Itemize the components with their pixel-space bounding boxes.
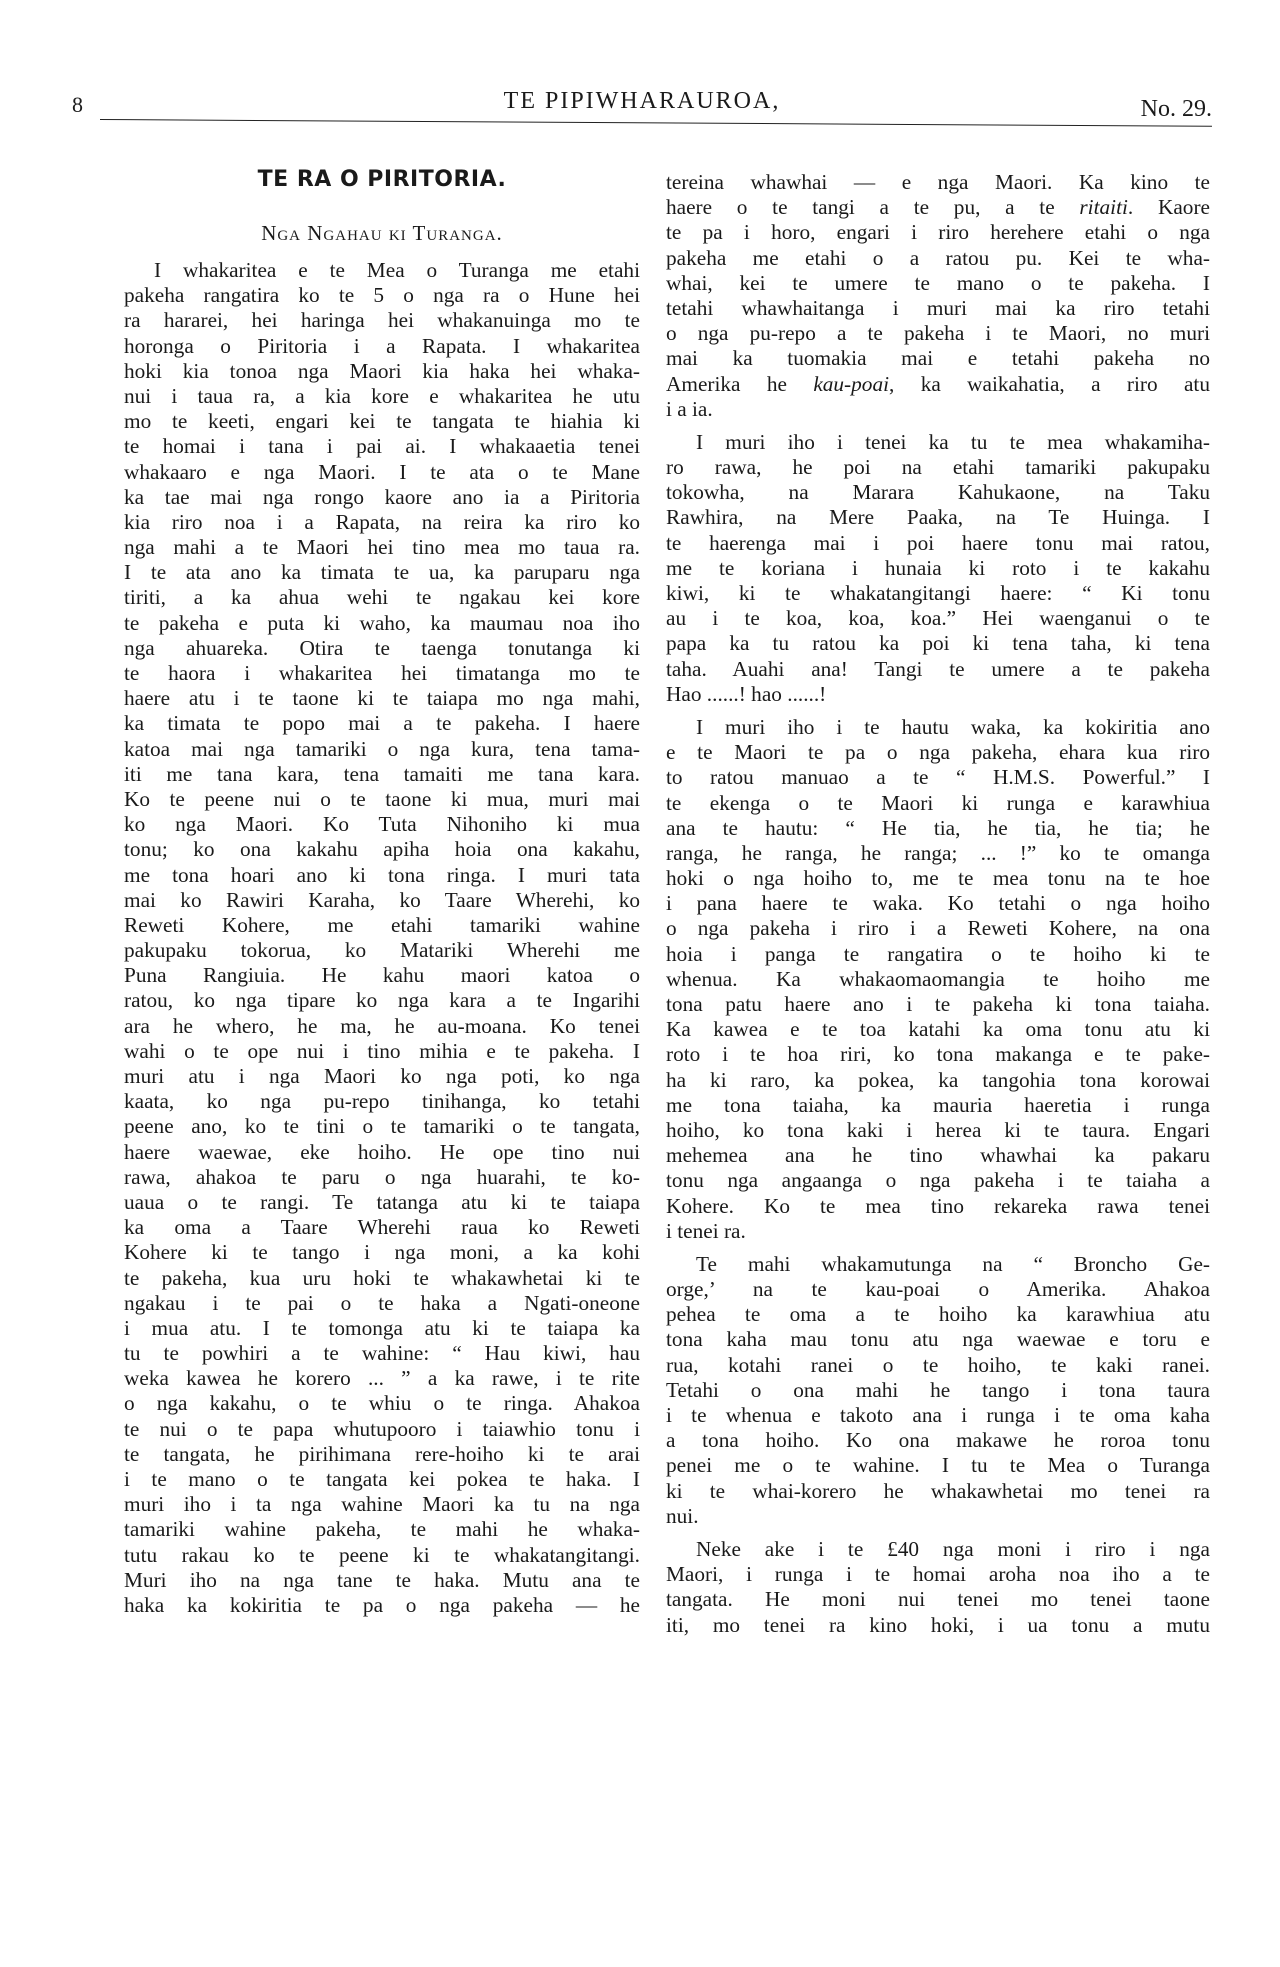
text-line: rua, kotahi ranei o te hoiho, te kaki ranei. (666, 1352, 1210, 1377)
text-line: ana te hautu: “ He tia, he tia, he tia; he (666, 815, 1210, 840)
text-line: horonga o Piritoria i a Rapata. I whakaritea (124, 333, 640, 358)
text-line: Te mahi whakamutunga na “ Broncho Ge- (696, 1251, 1210, 1276)
text-line: i tenei ra. (666, 1218, 746, 1243)
right-column (666, 170, 1210, 1638)
paragraph-3 (666, 715, 1210, 1244)
text-line: pehea te oma a te hoiho ka karawhiua atu (666, 1302, 1210, 1327)
text-line: pakeha me etahi o a ratou pu. Kei te wha- (666, 245, 1210, 270)
text-line: Rawhira, na Mere Paaka, na Te Huinga. I (666, 505, 1210, 530)
text-line: nui i taua ra, a kia kore e whakaritea he utu (124, 383, 640, 408)
text-line: i mua atu. I te tomonga atu ki te taiapa ka (124, 1315, 640, 1340)
text-line: tetahi whawhaitanga i muri mai ka riro tetahi (666, 295, 1210, 320)
text-line: ra hararei, hei haringa hei whakanuinga mo te (124, 308, 640, 333)
text-line: Ka kawea e te toa katahi ka oma tonu atu ki (666, 1017, 1210, 1042)
text-line: nga ahuareka. Otira te taenga tonutanga ki (124, 635, 640, 660)
text-line: te pakeha, kua uru hoki te whakawhetai ki te (124, 1265, 640, 1290)
left-column (124, 166, 640, 1618)
article-subtitle: Nga Ngahau ki Turanga. (261, 221, 503, 245)
text-line: I whakaritea e te Mea o Turanga me etahi (154, 258, 640, 282)
text-line: ki te whai-korero he whakawhetai mo tenei ra (666, 1478, 1210, 1503)
text-line: peene ano, ko te tini o te tamariki o te tangata, (124, 1114, 640, 1139)
text-line: te haerenga mai i poi haere tonu mai ratou, (666, 530, 1210, 555)
text-line: ara he whero, he ma, he au-moana. Ko tenei (124, 1013, 640, 1038)
text-line: mo te keeti, engari kei te tangata te hiahia ki (124, 409, 640, 434)
text-line: te tangata, he pirihimana rere-hoiho ki te arai (124, 1441, 640, 1466)
paragraph-5 (666, 1537, 1210, 1638)
text-line: iti, mo tenei ra kino hoki, i ua tonu a mutu (666, 1612, 1210, 1637)
text-line: ha ki raro, ka pokea, ka tangohia tona korowai (666, 1067, 1210, 1092)
text-line: Maori, i runga i te homai aroha noa iho a te (666, 1562, 1210, 1587)
text-line: Kohere. Ko te mea tino rekareka rawa tenei (666, 1193, 1210, 1218)
text-line: te ekenga o te Maori ki runga e karawhiua (666, 790, 1210, 815)
text-line: I te ata ano ka timata te ua, ka paruparu nga (124, 560, 640, 585)
text-line: ngakau i te pai o te haka a Ngati-oneone (124, 1290, 640, 1315)
text-line: Kohere ki te tango i nga moni, a ka kohi (124, 1240, 640, 1265)
text-line: ro rawa, he poi na etahi tamariki pakupaku (666, 455, 1210, 480)
text-line: taha. Auahi ana! Tangi te umere a te pakeha (666, 656, 1210, 681)
text-line: o nga kakahu, o te whiu o te ringa. Ahakoa (124, 1391, 640, 1416)
text-line: iti me tana kara, tena tamaiti me tana kara. (124, 761, 640, 786)
text-line: ko nga Maori. Ko Tuta Nihoniho ki mua (124, 812, 640, 837)
text-line: tona patu haere ano i te pakeha ki tona taiaha. (666, 992, 1210, 1016)
text-line: te pakeha e puta ki waho, ka maumau noa iho (124, 610, 640, 635)
text-line: Ko te peene nui o te taone ki mua, muri mai (124, 786, 640, 811)
text-line: ratou, ko nga tipare ko nga kara a te Ingarihi (124, 988, 640, 1013)
text-line: tonu nga angaanga o nga pakeha i te taiaha a (666, 1168, 1210, 1193)
italic-word: ritaiti (1079, 195, 1128, 220)
text-line: roto i te hoa riri, ko tona makanga e te pake- (666, 1042, 1210, 1067)
text-line: a tona hoiho. Ko ona makawe he roroa tonu (666, 1428, 1210, 1453)
text-line: Neke ake i te £40 nga moni i riro i nga (696, 1536, 1210, 1561)
text-line: haere atu i te taone ki te taiapa mo nga mahi, (124, 686, 640, 711)
text-line: ka timata te popo mai a te pakeha. I haere (124, 711, 640, 736)
text-line: me te koriana i hunaia ki roto i te kakahu (666, 555, 1210, 580)
text-line: kaata, ko nga pu-repo tinihanga, ko tetahi (124, 1089, 640, 1114)
text-line: tona kaha mau tonu atu nga waewae e toru e (666, 1327, 1210, 1352)
text-line: weka kawea he korero ... ” a ka rawe, i te rite (124, 1366, 640, 1391)
text-line: kiwi, ki te whakatangitangi haere: “ Ki tonu (666, 581, 1210, 605)
text-line: wahi o te ope nui i tino mihia e te pakeha. I (124, 1038, 640, 1063)
text-line: penei me o te wahine. I tu te Mea o Turanga (666, 1453, 1210, 1478)
text-line: whenua. Ka whakaomaomangia te hoiho me (666, 966, 1210, 991)
text-line: to ratou manuao a te “ H.M.S. Powerful.” I (666, 765, 1210, 790)
text-line: Tetahi o ona mahi he tango i tona taura (666, 1377, 1210, 1402)
text-line: au i te koa, koa, koa.” Hei waenganui o te (666, 606, 1210, 631)
paragraph-4 (666, 1252, 1210, 1529)
text-line: i te mano o te tangata kei pokea te haka. I (124, 1467, 640, 1491)
text-line: ka oma a Taare Wherehi raua ko Reweti (124, 1215, 640, 1240)
page-number: 8 (72, 92, 83, 117)
text-line: Hao ......! hao ......! (666, 681, 827, 706)
text-line: tutu rakau ko te peene ki te whakatangitangi. (124, 1542, 640, 1567)
text-line: tamariki wahine pakeha, te mahi he whaka- (124, 1517, 640, 1542)
text-line: uaua o te rangi. Te tatanga atu ki te taiapa (124, 1189, 640, 1214)
text-line: i te whenua e takoto ana i runga i te oma kaha (666, 1403, 1210, 1427)
text-line: nui. (666, 1503, 699, 1528)
paragraph-1 (666, 170, 1210, 422)
text-line: Amerika he kau-poai, ka waikahatia, a riro atu (666, 371, 1210, 396)
text-line: whai, kei te umere te mano o te pakeha. I (666, 270, 1210, 295)
text-line: o nga pakeha i riro i a Reweti Kohere, na ona (666, 916, 1210, 941)
text-line: rawa, ahakoa te paru o nga huarahi, te ko- (124, 1164, 640, 1189)
italic-word: kau-poai (813, 371, 890, 396)
text-line: me tona taiaha, ka mauria haeretia i runga (666, 1092, 1210, 1117)
masthead: TE PIPIWHARAUROA, (503, 88, 781, 114)
paragraph-2 (666, 430, 1210, 707)
text-line: muri atu i nga Maori ko nga poti, ko nga (124, 1064, 640, 1088)
text-line: tu te powhiri a te wahine: “ Hau kiwi, hau (124, 1341, 640, 1366)
text-line: muri iho i ta nga wahine Maori ka tu na nga (124, 1492, 640, 1517)
text-line: hoiho, ko tona kaki i herea ki te taura. Engari (666, 1117, 1210, 1142)
text-line: papa ka tu ratou ka poi ki tena taha, ki tena (666, 631, 1210, 656)
text-line: tereina whawhai — e nga Maori. Ka kino te (666, 170, 1210, 194)
text-line: mai ka tuomakia mai e tetahi pakeha no (666, 346, 1210, 371)
left-column-text (124, 258, 640, 1618)
text-line: whakaaro e nga Maori. I te ata o te Mane (124, 459, 640, 484)
issue-number: No. 29. (1140, 96, 1212, 122)
text-line: mai ko Rawiri Karaha, ko Taare Wherehi, ko (124, 887, 640, 912)
text-line: nga mahi a te Maori hei tino mea mo taua ra. (124, 535, 640, 560)
text-line: tokowha, na Marara Kahukaone, na Taku (666, 480, 1210, 505)
text-line: haere o te tangi a te pu, a te ritaiti. Kaore (666, 195, 1210, 220)
text-line: tangata. He moni nui tenei mo tenei taone (666, 1587, 1210, 1612)
text-line: hoki o nga hoiho to, me te mea tonu na te hoe (666, 866, 1210, 891)
text-line: tonu; ko ona kakahu apiha hoia ona kakahu, (124, 837, 640, 862)
text-line: i a ia. (666, 396, 713, 421)
text-line: e te Maori te pa o nga pakeha, ehara kua riro (666, 740, 1210, 765)
text-line: katoa mai nga tamariki o nga kura, tena tama- (124, 736, 640, 761)
text-line: me tona hoari ano ki tona ringa. I muri tata (124, 862, 640, 887)
text-line: tiriti, a ka ahua wehi te ngakau kei kore (124, 585, 640, 610)
text-line: orge,’ na te kau-poai o Amerika. Ahakoa (666, 1277, 1210, 1302)
text-line: mehemea ana he tino whawhai ka pakaru (666, 1143, 1210, 1168)
text-line: Muri iho na nga tane te haka. Mutu ana te (124, 1567, 640, 1592)
header-rule (100, 119, 1212, 127)
text-line: I muri iho i tenei ka tu te mea whakamiha- (696, 429, 1210, 454)
text-line: I muri iho i te hautu waka, ka kokiritia ano (696, 714, 1210, 739)
text-line: te nui o te papa whutupooro i taiawhio tonu i (124, 1416, 640, 1441)
text-line: hoki kia tonoa nga Maori kia haka hei whaka- (124, 358, 640, 383)
page-header (72, 88, 1212, 122)
article-title: TE RA O PIRITORIA. (257, 167, 507, 192)
text-line: te pa i horo, engari i riro herehere etahi o nga (666, 220, 1210, 245)
text-line: kia riro noa i a Rapata, na reira ka riro ko (124, 509, 640, 534)
text-line: haere waewae, eke hoiho. He ope tino nui (124, 1139, 640, 1164)
text-line: o nga pu-repo a te pakeha i te Maori, no muri (666, 321, 1210, 346)
text-line: ka tae mai nga rongo kaore ano ia a Piritoria (124, 484, 640, 509)
text-line: Reweti Kohere, me etahi tamariki wahine (124, 912, 640, 937)
text-line: pakeha rangatira ko te 5 o nga ra o Hune hei (124, 283, 640, 308)
text-line: haka ka kokiritia te pa o nga pakeha — he (124, 1592, 640, 1617)
text-line: ranga, he ranga, he ranga; ... !” ko te omanga (666, 840, 1210, 865)
text-line: Puna Rangiuia. He kahu maori katoa o (124, 963, 640, 988)
text-line: hoia i panga te rangatira o te hoiho ki te (666, 941, 1210, 966)
text-line: te homai i tana i pai ai. I whakaaetia tenei (124, 434, 640, 459)
text-line: te haora i whakaritea hei timatanga mo te (124, 661, 640, 685)
text-line: pakupaku tokorua, ko Matariki Wherehi me (124, 938, 640, 963)
text-line: i pana haere te waka. Ko tetahi o nga hoiho (666, 891, 1210, 916)
